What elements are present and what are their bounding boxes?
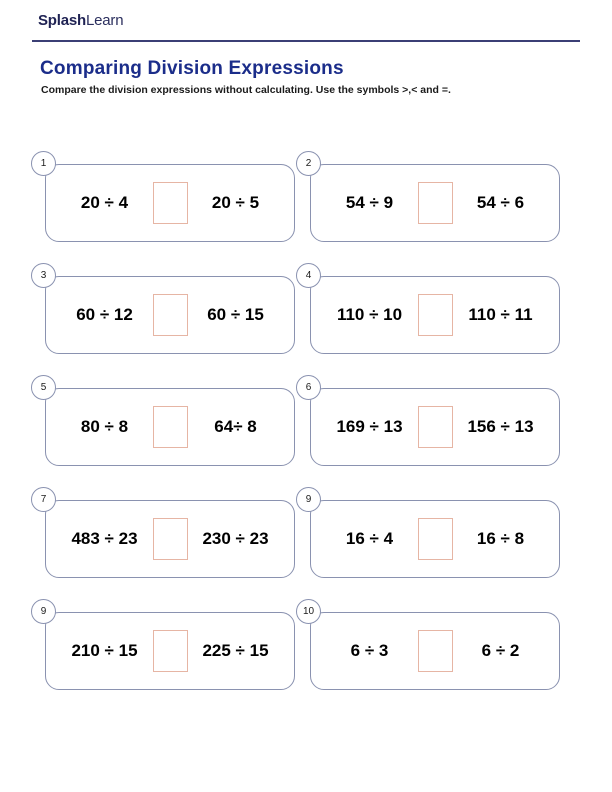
problem-row — [0, 376, 612, 488]
answer-input-box[interactable] — [418, 406, 453, 448]
problem-card — [40, 382, 295, 466]
right-expression: 16 ÷ 8 — [476, 529, 525, 548]
left-expression: 210 ÷ 15 — [71, 641, 138, 660]
expression-container — [311, 389, 559, 465]
right-expression: 64÷ 8 — [214, 417, 257, 436]
left-expression: 60 ÷ 12 — [76, 305, 133, 324]
instructions-text: Compare the division expressions without calculating. Use the symbols >,< and =. — [41, 84, 451, 96]
page-title: Comparing Division Expressions — [40, 58, 344, 79]
logo-text-splash: Splash — [38, 12, 86, 29]
expression-container — [311, 501, 559, 577]
answer-input-box[interactable] — [153, 406, 188, 448]
expression-container — [311, 277, 559, 353]
problem-card — [40, 494, 295, 578]
right-expression: 110 ÷ 11 — [468, 305, 533, 324]
problem-number-badge: 7 — [31, 487, 56, 512]
expression-container — [46, 165, 294, 241]
left-expression: 169 ÷ 13 — [336, 417, 403, 436]
problem-number-badge: 4 — [296, 263, 321, 288]
answer-input-box[interactable] — [418, 294, 453, 336]
problem-number-badge: 1 — [31, 151, 56, 176]
expression-container — [311, 613, 559, 689]
expression-container — [46, 277, 294, 353]
problem-card — [40, 606, 295, 690]
problem-card — [302, 606, 560, 690]
problem-card — [305, 382, 560, 466]
right-expression: 60 ÷ 15 — [207, 305, 264, 324]
logo-text-learn: Learn — [85, 12, 124, 29]
problem-card — [305, 158, 560, 242]
left-expression: 80 ÷ 8 — [80, 417, 129, 436]
problem-row — [0, 152, 612, 264]
expression-container — [46, 613, 294, 689]
answer-input-box[interactable] — [153, 294, 188, 336]
problem-number-badge: 2 — [296, 151, 321, 176]
problem-number-badge: 6 — [296, 375, 321, 400]
answer-input-box[interactable] — [153, 630, 188, 672]
problem-number-badge: 9 — [296, 487, 321, 512]
problem-number-badge: 9 — [31, 599, 56, 624]
problem-row — [0, 488, 612, 600]
left-expression: 110 ÷ 10 — [336, 305, 403, 324]
left-expression: 16 ÷ 4 — [345, 529, 394, 548]
left-expression: 483 ÷ 23 — [71, 529, 138, 548]
right-expression: 54 ÷ 6 — [476, 193, 525, 212]
right-expression: 230 ÷ 23 — [202, 529, 269, 548]
answer-input-box[interactable] — [418, 518, 453, 560]
problems-grid — [0, 152, 612, 712]
left-expression: 54 ÷ 9 — [345, 193, 394, 212]
answer-input-box[interactable] — [418, 630, 453, 672]
left-expression: 6 ÷ 3 — [350, 641, 389, 660]
problem-card — [305, 494, 560, 578]
right-expression: 20 ÷ 5 — [211, 193, 260, 212]
answer-input-box[interactable] — [418, 182, 453, 224]
splashlearn-logo — [38, 12, 123, 29]
problem-number-badge: 5 — [31, 375, 56, 400]
right-expression: 6 ÷ 2 — [481, 641, 520, 660]
problem-card — [40, 158, 295, 242]
problem-row — [0, 264, 612, 376]
problem-number-badge: 3 — [31, 263, 56, 288]
problem-row — [0, 600, 612, 712]
expression-container — [46, 501, 294, 577]
right-expression: 225 ÷ 15 — [202, 641, 269, 660]
answer-input-box[interactable] — [153, 518, 188, 560]
expression-container — [46, 389, 294, 465]
problem-card — [40, 270, 295, 354]
right-expression: 156 ÷ 13 — [467, 417, 534, 436]
answer-input-box[interactable] — [153, 182, 188, 224]
problem-card — [305, 270, 560, 354]
header-divider — [32, 40, 580, 42]
left-expression: 20 ÷ 4 — [80, 193, 129, 212]
expression-container — [311, 165, 559, 241]
problem-number-badge: 10 — [296, 599, 321, 624]
